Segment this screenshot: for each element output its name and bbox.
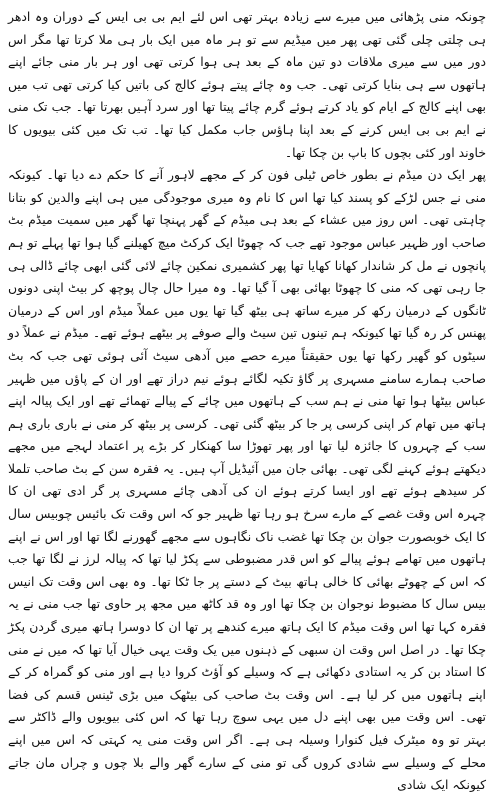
paragraph-2: پھر ایک دن میڈم نے بطور خاص ٹیلی فون کر کے مجھے لاہور آنے کا حکم دے دیا تھا۔ کیونکہ منی نے جس لڑکے کو پسند کیا تھا اس کا نام وہ میری موجودگی میں ہی اپنے والدین کو بتانا چاہتی تھی۔ اس روز میں عشاء کے بعد ہی میڈم کے گھر پہنچا تھا گھر میں سمیت میڈم بٹ صاحب اور ظہیر عباس موجود تھے جب کہ چھوٹا ایک کرکٹ میچ کھیلنے گیا ہوا تھا پہلے تو ہم پانچوں نے مل کر شاندار کھانا کھایا تھا پھر کشمیری نمکین چائے لائی گئی ابھی چائے ڈالی ہی جا رہی تھی کہ منی کا چھوٹا بھائی بھی آ گیا تھا۔ وہ میرا حال چال پوچھ کر بیٹ اپنی دونوں ٹانگوں کے درمیان رکھ کر میرے ساتھ ہی بیٹھ گیا تھا یوں میں عملاً میڈم اور اس کے درمیان پھنس کر رہ گیا تھا کیونکہ ہم تینوں تین سیٹ والے صوفے پر بیٹھے ہوئے تھے۔ میڈم نے عملاً دو سیٹوں کو گھیر رکھا تھا یوں حقیقتاً میرے حصے میں آدھی سیٹ آئی ہوئی تھی جب کہ بٹ صاحب ہمارے سامنے مسہری پر گاؤ تکیہ لگائے ہوئے نیم دراز تھے اور ان کے پاؤں میں ظہیر عباس بیٹھا ہوا تھا منی نے ہم سب کے ہاتھوں میں چائے کے پیالے تھمائے تھے اور ایک پیالہ اپنے ہاتھ میں تھام کر اپنی کرسی پر جا کر بیٹھ گئی تھی۔ کرسی پر بیٹھ کر منی نے باری باری ہم سب کے چہروں کا جائزہ لیا تھا اور پھر تھوڑا سا کھنکار کر بڑے پر اعتماد لہجے میں مجھے دیکھتے ہوئے کہنے لگی تھی۔ بھائی جان میں آئیڈیل آپ ہیں۔ یہ فقرہ سن کے بٹ صاحب تلملا کر سیدھے ہوئے تھے اور ایسا کرتے ہوئے ان کی آدھی چائے مسہری پر گر ادی تھی ان کا چہرہ اس وقت غصے کے مارے سرخ ہو رہا تھا ظہیر جو کہ اس وقت تک بائیس چوبیس سال کا ایک خوبصورت جوان بن چکا تھا غضب ناک نگاہوں سے مجھے گھورنے لگا تھا اور اس نے اپنے ہاتھوں میں تھامے ہوئے پیالے کو اس قدر مضبوطی سے پکڑ لیا تھا کہ پیالہ لرز نے لگا تھا جب کہ اس کے چھوٹے بھائی کا خالی ہاتھ بیٹ کے دستے پر جا ٹکا تھا۔ وہ بھی اس وقت تک انیس بیس سال کا مضبوط نوجوان بن چکا تھا اور وہ قد کاٹھ میں مجھ پر حاوی تھا جب منی نے یہ فقرہ کہا تھا اس وقت میڈم کا ایک ہاتھ میرے کندھے پر تھا ان کا دوسرا ہاتھ میری گردن پکڑ چکا تھا۔ در اصل اس وقت ان سبھی کے ذہنوں میں یک وقت یہی خیال آیا تھا کہ میں نے منی کا استاد بن کر یہ استادی دکھائی ہے کہ وسیلے کو آؤٹ کروا دیا ہے اور منی کو گمراہ کر کے اپنے ہاتھوں میں کر لیا ہے۔ اس وقت بٹ صاحب کی بیٹھک میں بڑی ٹینس قسم کی فضا تھی۔ اس وقت میں بھی اپنے دل میں یہی سوچ رہا تھا کہ اس کئی بیویوں والے ڈاکٹر سے بہتر تو وہ میٹرک فیل کنوارا وسیلہ ہی ہے۔ اگر اس وقت منی یہ کہتی کہ اس میں اپنے محلے کے وسیلے سے شادی کروں گی تو منی کے سارے گھر والے بلا چوں و چراں مان جاتے کیونکہ ایک شادی [8, 167, 486, 793]
paragraph-1: چونکہ منی پڑھائی میں میرے سے زیادہ بہتر تھی اس لئے ایم بی بی ایس کے دوران وہ ادھر ہی چلتی چلی گئی تھی پھر میں میڈیم سے تو ہر ماہ میں ایک بار ہی ملا کرتا تھا مگر اس دور میں سے میری ملاقات دو تین ماہ کے بعد ہی ہوا کرتی تھی اور ہر بار منی جائے اپنے ہاتھوں سے ہی بنایا کرتی تھی۔ جب وہ چائے پیتے ہوئے کالج کی باتیں کیا کرتی تھی تب میں بھی اپنے کالج کے ایام کو یاد کرتے ہوئے گرم چائے پیتا تھا اور سرد آہیں بھرتا تھا۔ جب تک منی نے ایم بی بی ایس کرنے کے بعد اپنا ہاؤس جاب مکمل کیا تھا۔ تب تک میں کئی بیویوں کا خاوند اور کئی بچوں کا باپ بن چکا تھا۔ [8, 9, 486, 160]
